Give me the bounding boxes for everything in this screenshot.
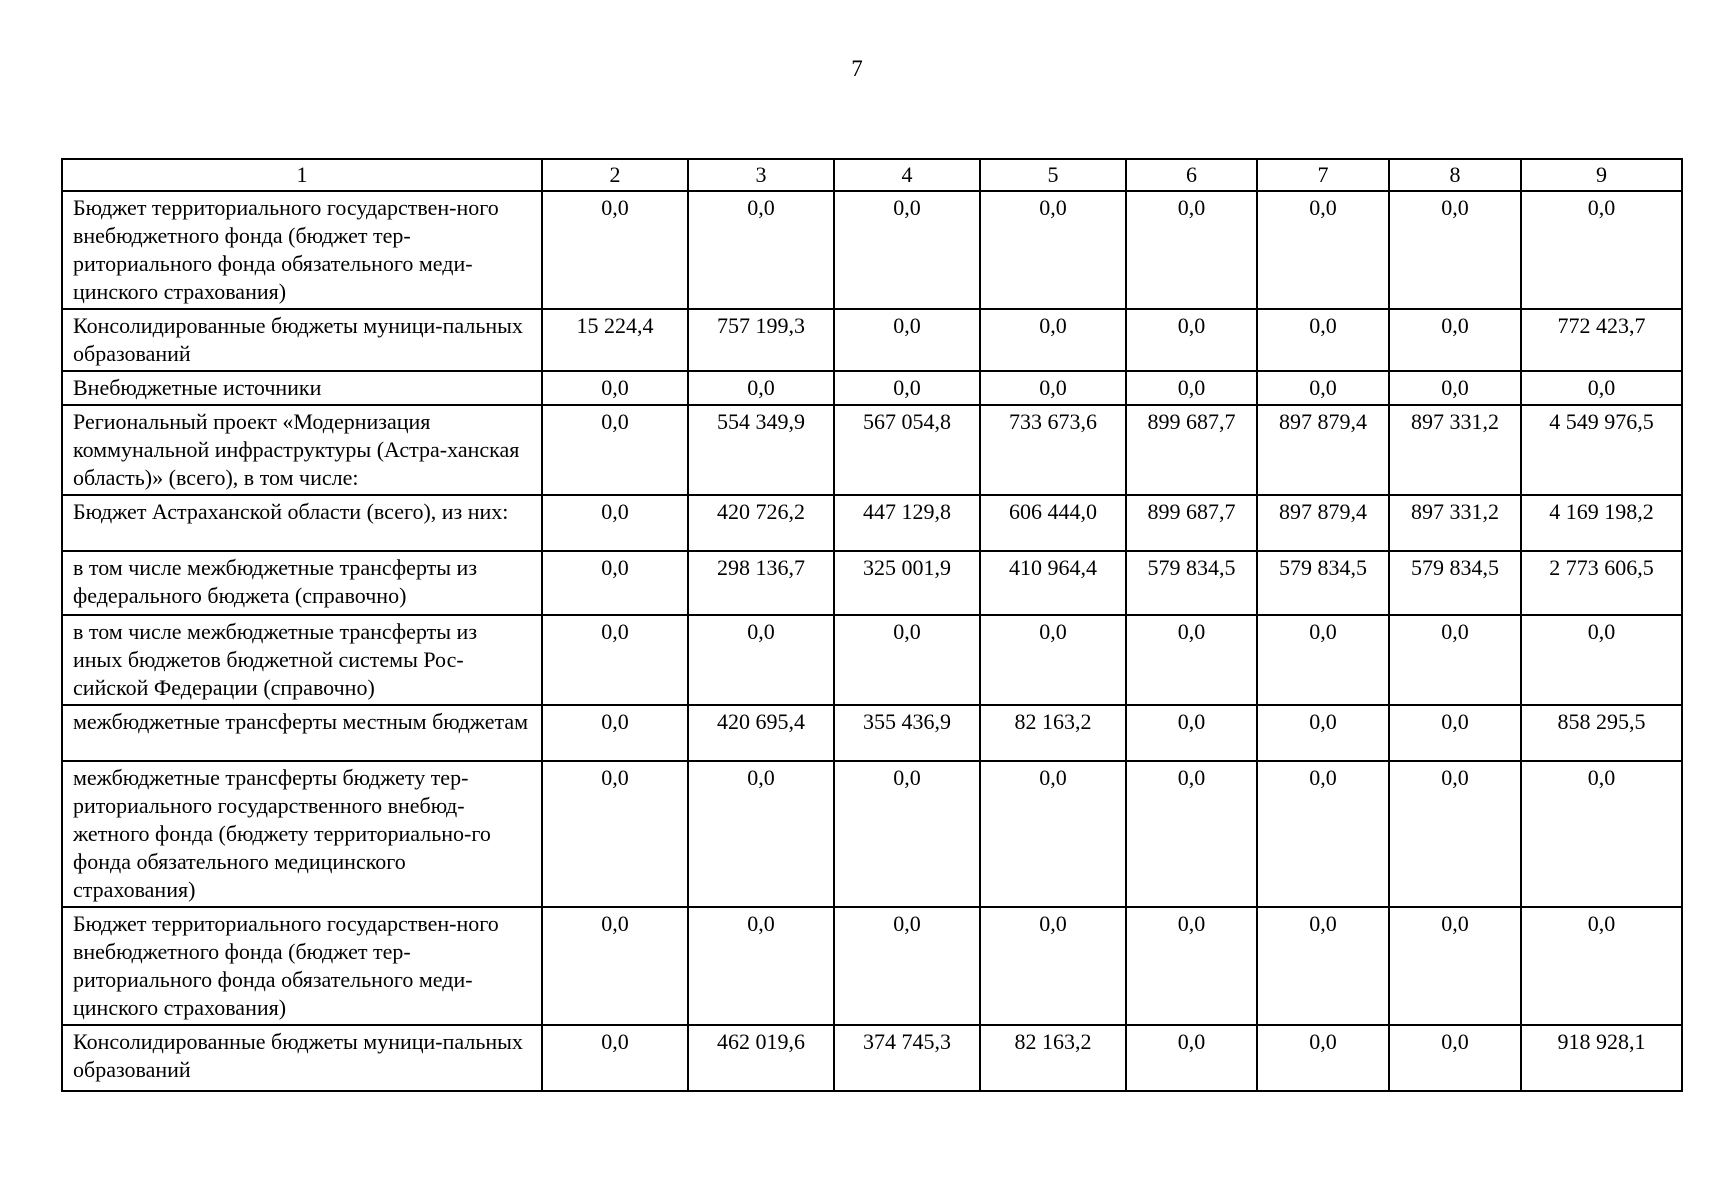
value-cell: 0,0 (1389, 1025, 1521, 1091)
value-cell: 0,0 (1521, 371, 1682, 405)
value-cell: 0,0 (834, 907, 980, 1025)
value-cell: 858 295,5 (1521, 705, 1682, 761)
value-cell: 0,0 (1257, 309, 1389, 371)
value-cell: 447 129,8 (834, 495, 980, 551)
value-cell: 4 549 976,5 (1521, 405, 1682, 495)
table-row (62, 761, 1682, 907)
value-cell: 579 834,5 (1257, 551, 1389, 615)
value-cell: 0,0 (834, 309, 980, 371)
value-cell: 733 673,6 (980, 405, 1126, 495)
value-cell: 897 879,4 (1257, 405, 1389, 495)
value-cell: 772 423,7 (1521, 309, 1682, 371)
value-cell: 0,0 (542, 705, 688, 761)
table-row (62, 1025, 1682, 1091)
value-cell: 0,0 (542, 405, 688, 495)
value-cell: 82 163,2 (980, 1025, 1126, 1091)
header-cell: 6 (1126, 159, 1257, 191)
header-cell: 8 (1389, 159, 1521, 191)
value-cell: 0,0 (980, 907, 1126, 1025)
value-cell: 0,0 (1126, 371, 1257, 405)
table-row (62, 309, 1682, 371)
value-cell: 0,0 (542, 495, 688, 551)
header-cell: 4 (834, 159, 980, 191)
value-cell: 0,0 (980, 309, 1126, 371)
value-cell: 0,0 (1257, 761, 1389, 907)
value-cell: 0,0 (542, 191, 688, 309)
value-cell: 897 879,4 (1257, 495, 1389, 551)
value-cell: 0,0 (1126, 705, 1257, 761)
value-cell: 0,0 (1126, 907, 1257, 1025)
value-cell: 918 928,1 (1521, 1025, 1682, 1091)
header-cell: 2 (542, 159, 688, 191)
value-cell: 0,0 (1257, 1025, 1389, 1091)
value-cell: 0,0 (542, 371, 688, 405)
value-cell: 0,0 (1126, 309, 1257, 371)
value-cell: 15 224,4 (542, 309, 688, 371)
value-cell: 0,0 (1126, 1025, 1257, 1091)
value-cell: 0,0 (1521, 907, 1682, 1025)
value-cell: 0,0 (834, 615, 980, 705)
value-cell: 0,0 (1389, 705, 1521, 761)
value-cell: 82 163,2 (980, 705, 1126, 761)
value-cell: 410 964,4 (980, 551, 1126, 615)
value-cell: 0,0 (1389, 191, 1521, 309)
value-cell: 567 054,8 (834, 405, 980, 495)
value-cell: 420 695,4 (688, 705, 834, 761)
table-row (62, 495, 1682, 551)
value-cell: 0,0 (542, 761, 688, 907)
row-label: Бюджет Астраханской области (всего), из них: (62, 495, 542, 551)
value-cell: 0,0 (1257, 191, 1389, 309)
value-cell: 0,0 (1126, 191, 1257, 309)
value-cell: 0,0 (688, 907, 834, 1025)
value-cell: 0,0 (980, 191, 1126, 309)
value-cell: 554 349,9 (688, 405, 834, 495)
value-cell: 0,0 (1521, 615, 1682, 705)
value-cell: 757 199,3 (688, 309, 834, 371)
table-row (62, 405, 1682, 495)
value-cell: 374 745,3 (834, 1025, 980, 1091)
value-cell: 420 726,2 (688, 495, 834, 551)
page-number: 7 (851, 56, 863, 81)
row-label: Бюджет территориального государствен-ного внебюджетного фонда (бюджет тер-риториального фонда обязательного меди-цинского страхования) (62, 907, 542, 1025)
value-cell: 0,0 (688, 191, 834, 309)
value-cell: 0,0 (1389, 371, 1521, 405)
value-cell: 462 019,6 (688, 1025, 834, 1091)
table-row (62, 615, 1682, 705)
table-header-row (62, 159, 1682, 191)
value-cell: 0,0 (542, 615, 688, 705)
header-cell: 1 (62, 159, 542, 191)
row-label: межбюджетные трансферты бюджету тер-риториального государственного внебюд-жетного фонда (бюджету территориально-го фонда обязательного медицинского страхования) (62, 761, 542, 907)
value-cell: 0,0 (980, 615, 1126, 705)
value-cell: 0,0 (1389, 309, 1521, 371)
row-label: в том числе межбюджетные трансферты из федерального бюджета (справочно) (62, 551, 542, 615)
value-cell: 0,0 (688, 615, 834, 705)
value-cell: 0,0 (980, 761, 1126, 907)
header-cell: 5 (980, 159, 1126, 191)
value-cell: 0,0 (1389, 761, 1521, 907)
value-cell: 0,0 (1257, 705, 1389, 761)
value-cell: 0,0 (542, 1025, 688, 1091)
table-row (62, 907, 1682, 1025)
header-cell: 9 (1521, 159, 1682, 191)
value-cell: 0,0 (1257, 615, 1389, 705)
value-cell: 0,0 (542, 907, 688, 1025)
value-cell: 579 834,5 (1389, 551, 1521, 615)
row-label: в том числе межбюджетные трансферты из иных бюджетов бюджетной системы Рос-сийской Федерации (справочно) (62, 615, 542, 705)
value-cell: 0,0 (542, 551, 688, 615)
value-cell: 298 136,7 (688, 551, 834, 615)
table-row (62, 551, 1682, 615)
row-label: Региональный проект «Модернизация коммунальной инфраструктуры (Астра-ханская область)» (всего), в том числе: (62, 405, 542, 495)
value-cell: 606 444,0 (980, 495, 1126, 551)
table-body (62, 191, 1682, 1091)
value-cell: 4 169 198,2 (1521, 495, 1682, 551)
table-row (62, 191, 1682, 309)
value-cell: 0,0 (834, 191, 980, 309)
row-label: Внебюджетные источники (62, 371, 542, 405)
value-cell: 325 001,9 (834, 551, 980, 615)
budget-table (61, 158, 1683, 1092)
value-cell: 0,0 (834, 371, 980, 405)
table-row (62, 705, 1682, 761)
value-cell: 355 436,9 (834, 705, 980, 761)
value-cell: 899 687,7 (1126, 405, 1257, 495)
row-label: межбюджетные трансферты местным бюджетам (62, 705, 542, 761)
value-cell: 2 773 606,5 (1521, 551, 1682, 615)
value-cell: 0,0 (1521, 191, 1682, 309)
header-cell: 3 (688, 159, 834, 191)
row-label: Консолидированные бюджеты муници-пальных образований (62, 309, 542, 371)
value-cell: 899 687,7 (1126, 495, 1257, 551)
value-cell: 0,0 (980, 371, 1126, 405)
value-cell: 0,0 (1257, 907, 1389, 1025)
row-label: Консолидированные бюджеты муници-пальных образований (62, 1025, 542, 1091)
table-row (62, 371, 1682, 405)
value-cell: 897 331,2 (1389, 405, 1521, 495)
value-cell: 0,0 (834, 761, 980, 907)
value-cell: 0,0 (688, 761, 834, 907)
value-cell: 897 331,2 (1389, 495, 1521, 551)
value-cell: 0,0 (1521, 761, 1682, 907)
value-cell: 0,0 (1389, 615, 1521, 705)
value-cell: 0,0 (688, 371, 834, 405)
header-cell: 7 (1257, 159, 1389, 191)
value-cell: 0,0 (1126, 615, 1257, 705)
value-cell: 0,0 (1257, 371, 1389, 405)
value-cell: 0,0 (1389, 907, 1521, 1025)
value-cell: 579 834,5 (1126, 551, 1257, 615)
row-label: Бюджет территориального государствен-ного внебюджетного фонда (бюджет тер-риториального фонда обязательного меди-цинского страхования) (62, 191, 542, 309)
value-cell: 0,0 (1126, 761, 1257, 907)
